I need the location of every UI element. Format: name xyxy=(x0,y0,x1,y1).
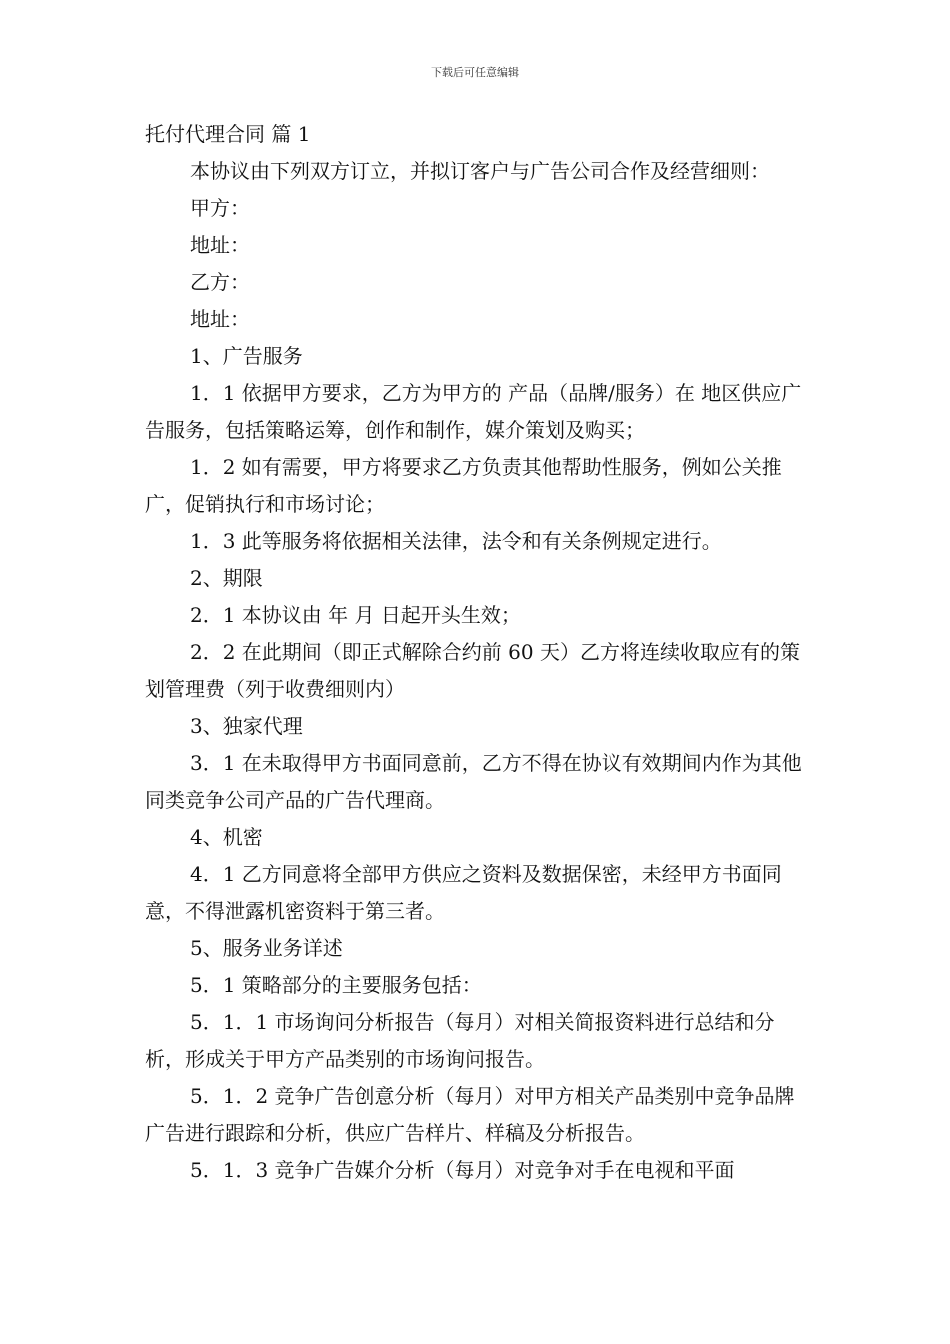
section-heading: 5、服务业务详述 xyxy=(190,936,343,960)
paragraph: 2．1 本协议由 年 月 日起开头生效； xyxy=(190,603,521,627)
paragraph: 5．1．1 市场询问分析报告（每月）对相关简报资料进行总结和分析，形成关于甲方产品类别的市场询问报告。 xyxy=(145,1010,775,1071)
page-header: 下载后可任意编辑 xyxy=(431,66,519,79)
paragraph: 5．1．2 竞争广告创意分析（每月）对甲方相关产品类别中竞争品牌广告进行跟踪和分析，供应广告样片、样稿及分析报告。 xyxy=(145,1084,795,1145)
section-heading: 4、机密 xyxy=(190,825,263,849)
paragraph: 地址： xyxy=(190,307,250,331)
paragraph: 1．2 如有需要，甲方将要求乙方负责其他帮助性服务，例如公关推广，促销执行和市场讨论； xyxy=(145,455,782,516)
document-body xyxy=(145,116,810,1189)
paragraph: 1．1 依据甲方要求，乙方为甲方的 产品（品牌/服务）在 地区供应广告服务，包括策略运筹，创作和制作，媒介策划及购买； xyxy=(145,381,802,442)
section-heading: 1、广告服务 xyxy=(190,344,303,368)
section-heading: 2、期限 xyxy=(190,566,263,590)
paragraph: 5．1．3 竞争广告媒介分析（每月）对竞争对手在电视和平面 xyxy=(190,1158,735,1182)
paragraph: 3．1 在未取得甲方书面同意前，乙方不得在协议有效期间内作为其他同类竞争公司产品的广告代理商。 xyxy=(145,751,802,812)
paragraph: 本协议由下列双方订立，并拟订客户与广告公司合作及经营细则： xyxy=(190,159,770,183)
section-heading: 3、独家代理 xyxy=(190,714,303,738)
paragraph: 1．3 此等服务将依据相关法律，法令和有关条例规定进行。 xyxy=(190,529,722,553)
document-title: 托付代理合同 篇 1 xyxy=(145,122,311,146)
paragraph: 地址： xyxy=(190,233,250,257)
paragraph: 4．1 乙方同意将全部甲方供应之资料及数据保密，未经甲方书面同意，不得泄露机密资料于第三者。 xyxy=(145,862,782,923)
paragraph: 甲方： xyxy=(190,196,250,220)
paragraph: 乙方： xyxy=(190,270,250,294)
paragraph: 2．2 在此期间（即正式解除合约前 60 天）乙方将连续收取应有的策划管理费（列于收费细则内） xyxy=(145,640,800,701)
paragraph: 5．1 策略部分的主要服务包括： xyxy=(190,973,482,997)
